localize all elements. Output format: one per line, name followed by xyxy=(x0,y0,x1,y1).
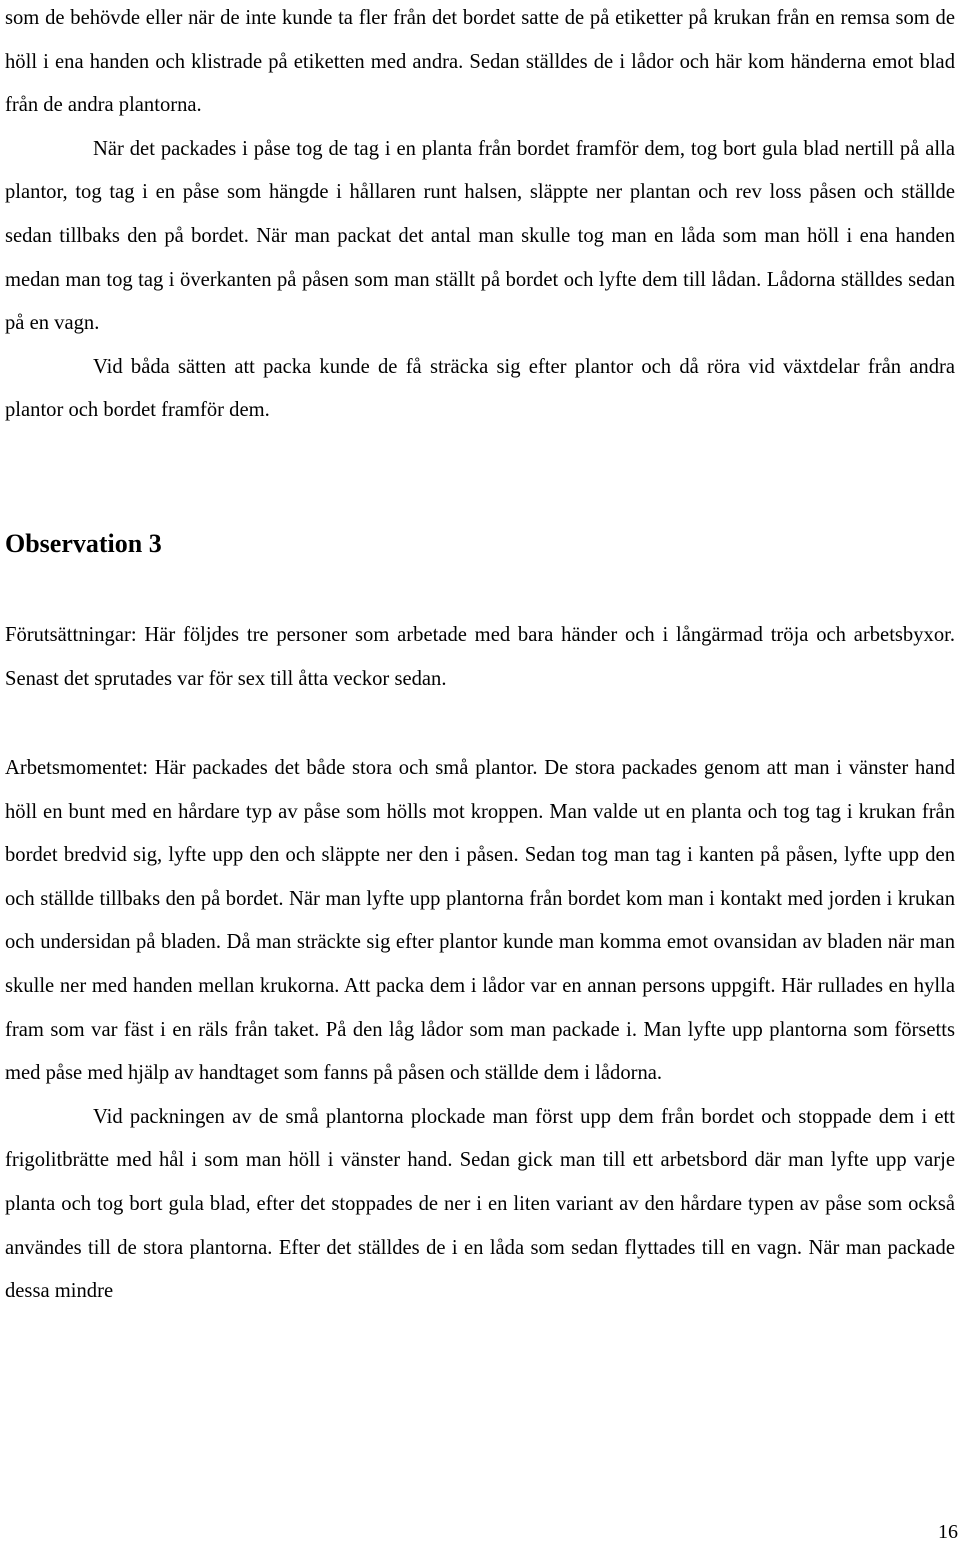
work-task-block xyxy=(5,747,955,1314)
document-page xyxy=(5,0,955,433)
page-number: 16 xyxy=(938,1521,958,1543)
section-heading: Observation 3 xyxy=(5,529,162,558)
paragraph-work-task: Arbetsmomentet: Här packades det både stora och små plantor. De stora packades genom att man i vänster hand höll en bunt med en hårdare typ av påse som hölls mot kroppen. Man valde ut en planta och tog tag i krukan från bordet bredvid sig, lyfte upp den och släppte ner den i påsen. Sedan tog man tag i kanten på påsen, lyfte upp den och ställde tillbaks den på bordet. När man lyfte upp plantorna från bordet kom man i kontakt med jorden i krukan och undersidan på bladen. Då man sträckte sig efter plantor kunde man komma emot ovansidan av bladen när man skulle ner med handen mellan krukorna. Att packa dem i lådor var en annan persons uppgift. Här rullades en hylla fram som var fäst i en räls från taket. På den låg lådor som man packade i. Man lyfte upp plantorna som försetts med påse med hjälp av handtaget som fanns på påsen och ställde dem i lådorna. xyxy=(5,757,955,1085)
paragraph-both-methods: Vid båda sätten att packa kunde de få sträcka sig efter plantor och då röra vid växtdelar från andra plantor och bordet framför dem. xyxy=(5,355,955,422)
preconditions-block xyxy=(5,614,955,701)
paragraph-preconditions: Förutsättningar: Här följdes tre personer som arbetade med bara händer och i långärmad tröja och arbetsbyxor. Senast det sprutades var för sex till åtta veckor sedan. xyxy=(5,624,955,690)
paragraph-bag-packing: När det packades i påse tog de tag i en planta från bordet framför dem, tog bort gula blad nertill på alla plantor, tog tag i en påse som hängde i hållaren runt halsen, släppte ner plantan och rev loss påsen och ställde sedan tillbaks den på bordet. När man packat det antal man skulle tog man en låda som man höll i ena handen medan man tog tag i överkanten på påsen som man ställt på bordet och lyfte dem till lådan. Lådorna ställdes sedan på en vagn. xyxy=(5,137,955,335)
paragraph-small-plants: Vid packningen av de små plantorna plockade man först upp dem från bordet och stoppade dem i ett frigolitbrätte med hål i som man höll i vänster hand. Sedan gick man till ett arbetsbord där man lyfte upp varje planta och tog bort gula blad, efter det stoppades de ner i en liten variant av den hårdare typen av påse som också användes till de stora plantorna. Efter det ställdes de i en låda som sedan flyttades till en vagn. När man packade dessa mindre xyxy=(5,1105,955,1303)
paragraph-continuation: som de behövde eller när de inte kunde ta fler från det bordet satte de på etiketter på krukan från en remsa som de höll i ena handen och klistrade på etiketten med andra. Sedan ställdes de i lådor och här kom händerna emot blad från de andra plantorna. xyxy=(5,7,955,117)
